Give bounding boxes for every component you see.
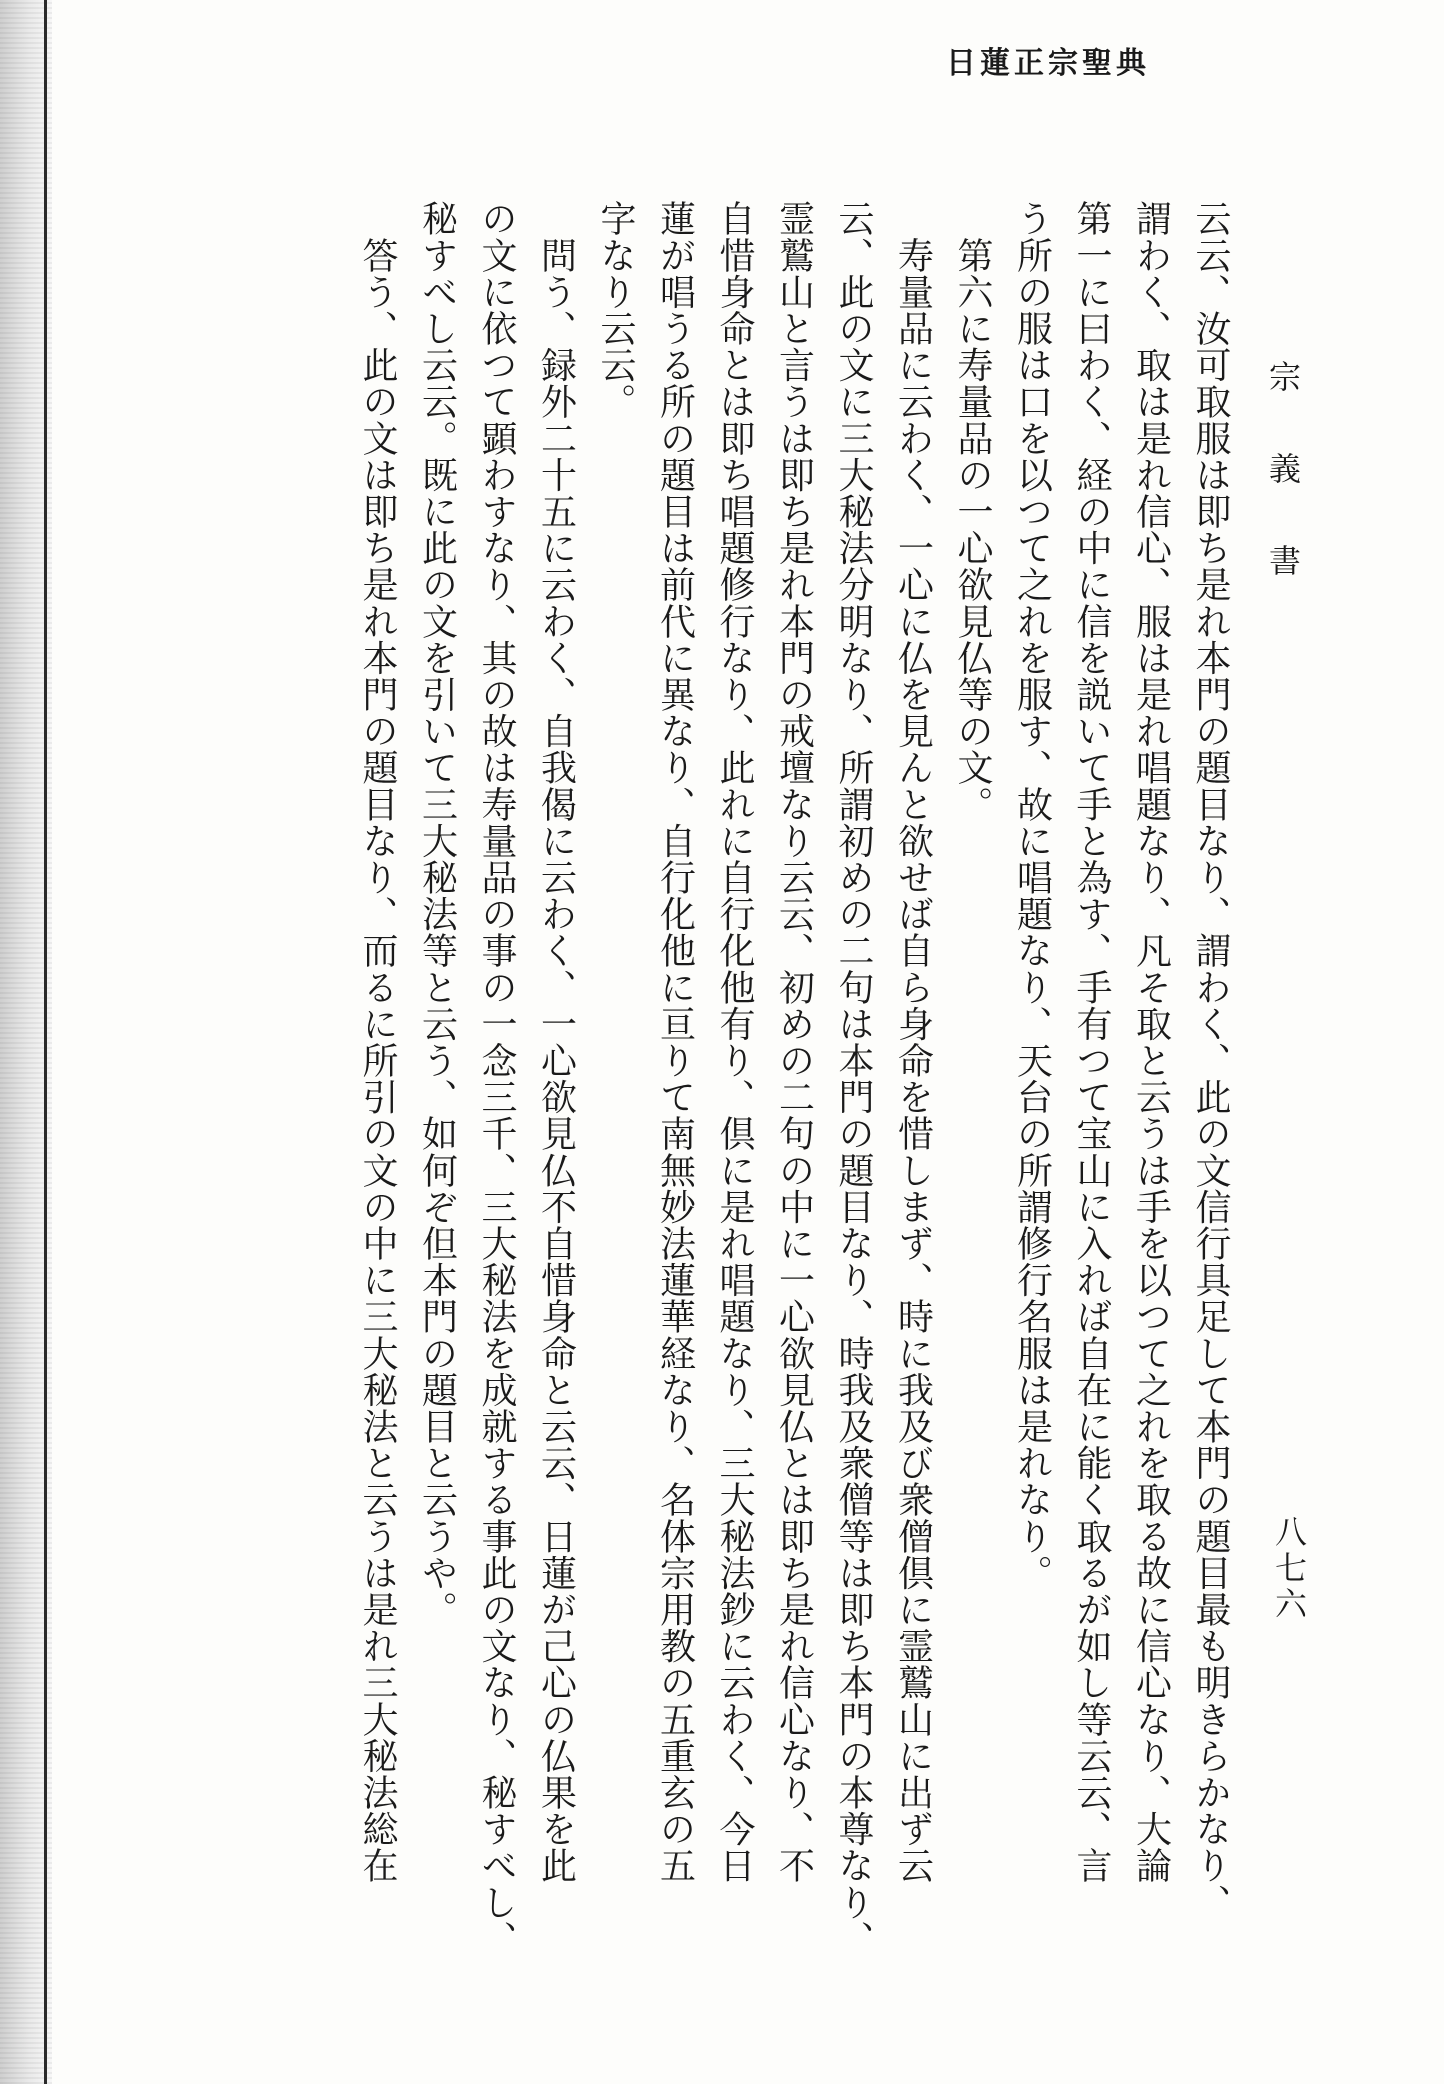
- text-line: う所の服は口を以つて之れを服す、故に唱題なり、天台の所謂修行名服は是れなり。: [1011, 200, 1053, 1591]
- text-line: 蓮が唱うる所の題目は前代に異なり、自行化他に亘りて南無妙法蓮華経なり、名体宗用教の五重玄の五: [654, 200, 696, 1884]
- text-line: 秘すべし云云。既に此の文を引いて三大秘法等と云う、如何ぞ但本門の題目と云うや。: [416, 200, 458, 1628]
- running-head: 日蓮正宗聖典: [946, 46, 1150, 81]
- text-line: 第一に曰わく、経の中に信を説いて手と為す、手有つて宝山に入れば自在に能く取るが如し等云云、言: [1071, 200, 1112, 1884]
- text-line: 寿量品に云わく、一心に仏を見んと欲せば自ら身命を惜しまず、時に我及び衆僧倶に霊鷲山に出ず云: [892, 200, 934, 1884]
- body-text: [348, 200, 1241, 2040]
- text-line: の文に依つて顕わすなり、其の故は寿量品の事の一念三千、三大秘法を成就する事此の文なり、秘すべし、: [476, 200, 517, 1957]
- text-line: 謂わく、取は是れ信心、服は是れ唱題なり、凡そ取と云うは手を以つて之れを取る故に信心なり、大論: [1130, 200, 1172, 1884]
- text-line: 問う、録外二十五に云わく、自我偈に云わく、一心欲見仏不自惜身命と云云、日蓮が己心の仏果を此: [535, 200, 577, 1884]
- text-line: 云、此の文に三大秘法分明なり、所謂初めの二句は本門の題目なり、時我及衆僧等は即ち本門の本尊なり、: [833, 200, 874, 1957]
- text-line: 云云、汝可取服は即ち是れ本門の題目なり、謂わく、此の文信行具足して本門の題目最も明きらかなり、: [1190, 200, 1231, 1921]
- text-line: 字なり云云。: [595, 200, 636, 420]
- text-line: 霊鷲山と言うは即ち是れ本門の戒壇なり云云、初めの二句の中に一心欲見仏とは即ち是れ信心なり、不: [773, 200, 815, 1884]
- book-binding-edge: [44, 0, 47, 2084]
- text-line: 自惜身命とは即ち唱題修行なり、此れに自行化他有り、倶に是れ唱題なり、三大秘法鈔に云わく、今日: [714, 200, 755, 1884]
- text-line: 第六に寿量品の一心欲見仏等の文。: [952, 200, 993, 823]
- page-number: 八七六: [1270, 1515, 1308, 1623]
- text-line: 答う、此の文は即ち是れ本門の題目なり、而るに所引の文の中に三大秘法と云うは是れ三大秘法総在: [357, 200, 398, 1884]
- section-title: 宗義書: [1264, 360, 1302, 636]
